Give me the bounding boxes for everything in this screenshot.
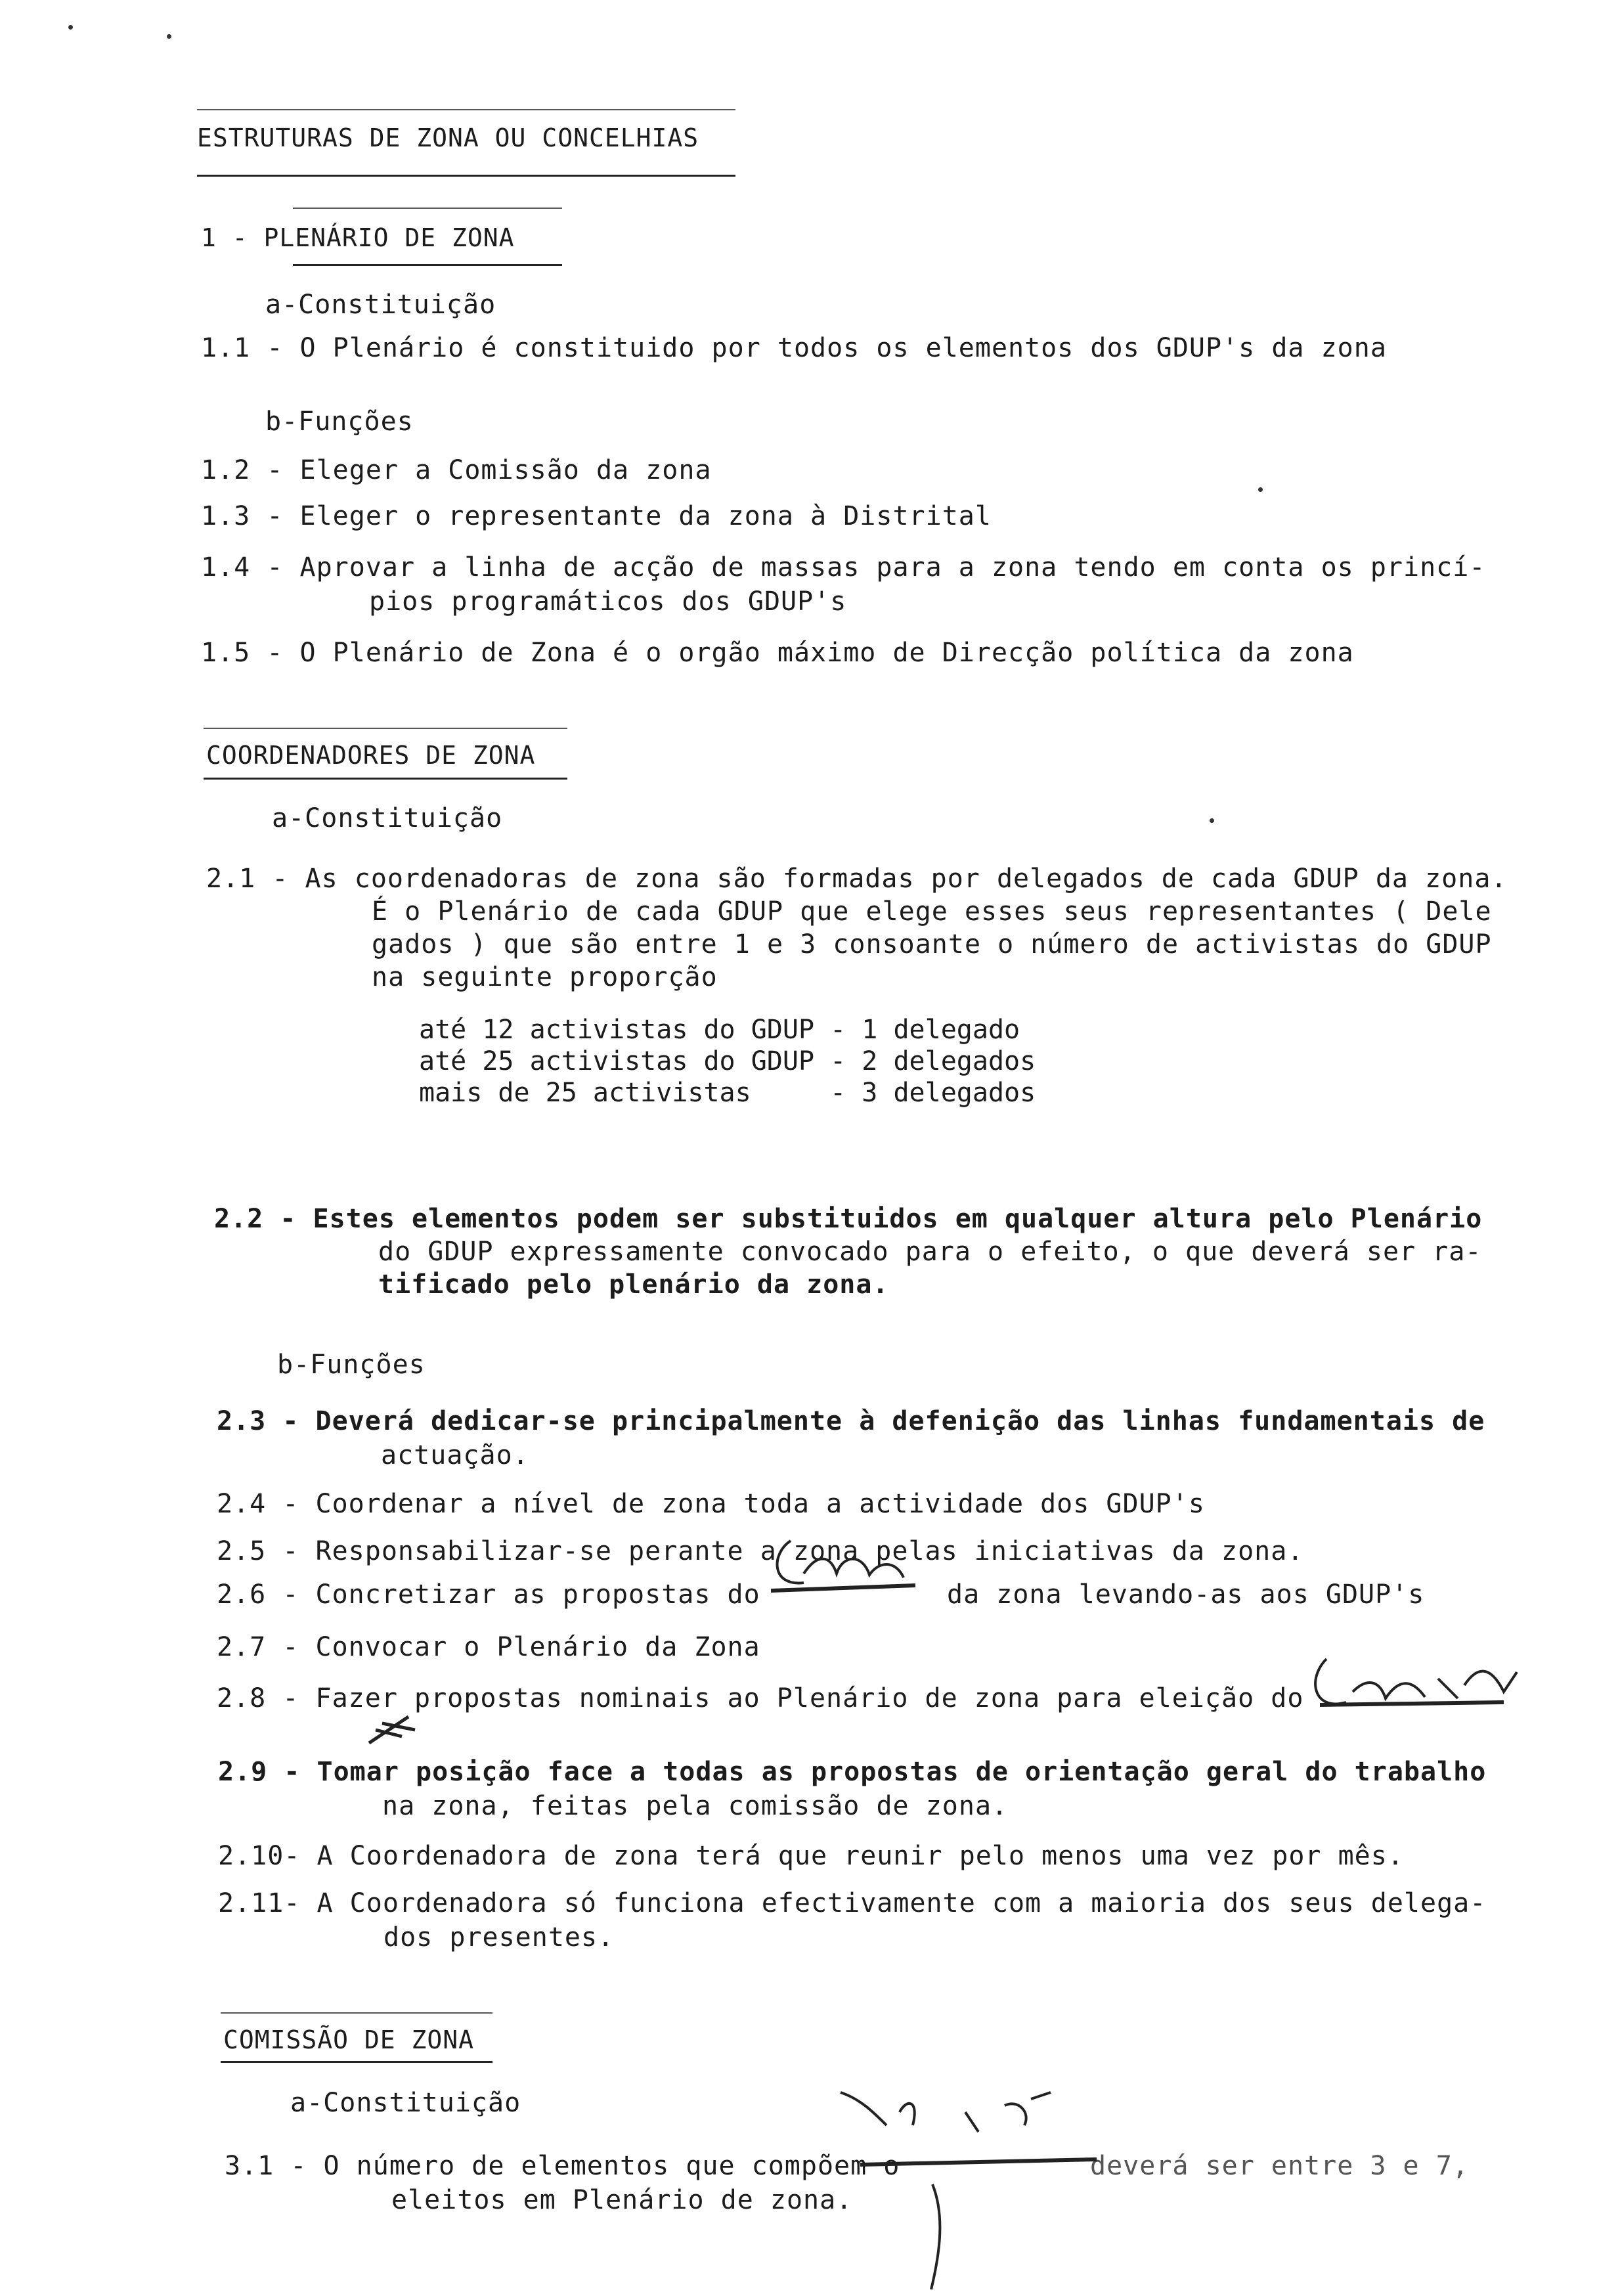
section1-heading: 1 - PLENÁRIO DE ZONA (201, 223, 515, 252)
section2-sub-a: a-Constituição (272, 803, 503, 833)
handwritten-correction-2-8 (1307, 1639, 1530, 1718)
proportion-row-3: mais de 25 activistas - 3 delegados (419, 1078, 1036, 1108)
item-2-9-line2: na zona, feitas pela comissão de zona. (382, 1791, 1009, 1821)
item-2-2-line2: do GDUP expressamente convocado para o efeito, o que deverá ser ra- (378, 1237, 1482, 1267)
item-2-7: 2.7 - Convocar o Plenário da Zona (217, 1632, 760, 1662)
item-1-1: 1.1 - O Plenário é constituido por todos os elementos dos GDUP's da zona (201, 333, 1387, 363)
item-2-5: 2.5 - Responsabilizar-se perante a zona pelas iniciativas da zona. (217, 1536, 1304, 1566)
title-underline (197, 175, 735, 177)
title-overline (197, 109, 735, 110)
proportion-row-1: até 12 activistas do GDUP - 1 delegado (419, 1015, 1020, 1045)
item-3-1-part1: 3.1 - O número de elementos que compõem o (225, 2151, 900, 2181)
item-1-3: 1.3 - Eleger o representante da zona à Distrital (201, 501, 992, 531)
item-2-1-line4: na seguinte proporção (372, 962, 718, 992)
section2-overline (204, 728, 567, 729)
item-2-6-part2: da zona levando-as aos GDUP's (947, 1579, 1425, 1610)
item-2-1-line2: É o Plenário de cada GDUP que elege esses seus representantes ( Dele (372, 896, 1492, 927)
speck (68, 25, 73, 30)
item-2-9-line1: 2.9 - Tomar posição face a todas as propostas de orientação geral do trabalho (218, 1757, 1487, 1787)
item-2-8: 2.8 - Fazer propostas nominais ao Plenário de zona para eleição do (217, 1683, 1304, 1713)
item-2-11-line1: 2.11- A Coordenadora só funciona efectivamente com a maioria dos seus delega- (218, 1888, 1487, 1918)
item-2-3-line1: 2.3 - Deverá dedicar-se principalmente à defenição das linhas fundamentais de (217, 1406, 1485, 1436)
proportion-row-2: até 25 activistas do GDUP - 2 delegados (419, 1046, 1036, 1076)
item-2-3-line2: actuação. (381, 1440, 529, 1470)
item-1-2: 1.2 - Eleger a Comissão da zona (201, 455, 712, 485)
item-1-4-line1: 1.4 - Aprovar a linha de acção de massas para a zona tendo em conta os princí- (201, 552, 1486, 583)
section2-underline (204, 778, 567, 780)
document-title: ESTRUTURAS DE ZONA OU CONCELHIAS (197, 123, 699, 152)
handwritten-correction-2-6 (764, 1528, 922, 1600)
section1-underline (293, 264, 562, 266)
item-1-4-line2: pios programáticos dos GDUP's (369, 586, 847, 617)
item-1-5: 1.5 - O Plenário de Zona é o orgão máximo de Direcção política da zona (201, 638, 1354, 668)
section1-sub-b: b-Funções (265, 407, 414, 437)
item-2-4: 2.4 - Coordenar a nível de zona toda a actividade dos GDUP's (217, 1489, 1205, 1519)
speck (1258, 487, 1263, 492)
item-2-6-part1: 2.6 - Concretizar as propostas do (217, 1579, 760, 1610)
handwritten-correction-3-1 (834, 2086, 1136, 2296)
item-3-1-part2: deverá ser entre 3 e 7, (1090, 2151, 1469, 2181)
section2-sub-b: b-Funções (277, 1350, 426, 1380)
item-2-2-line1: 2.2 - Estes elementos podem ser substituidos em qualquer altura pelo Plenário (214, 1204, 1483, 1234)
item-3-1-line2: eleitos em Plenário de zona. (391, 2185, 853, 2215)
section3-underline (221, 2061, 492, 2063)
handwritten-mark-2-8-end (362, 1710, 422, 1750)
item-2-2-line3: tificado pelo plenário da zona. (378, 1269, 889, 1300)
speck (167, 34, 171, 39)
section1-sub-a: a-Constituição (265, 290, 496, 320)
item-2-1-line3: gados ) que são entre 1 e 3 consoante o número de activistas do GDUP (372, 929, 1492, 960)
section1-overline (293, 208, 562, 209)
section3-overline (221, 2012, 492, 2014)
section3-sub-a: a-Constituição (290, 2088, 521, 2118)
item-2-1-line1: 2.1 - As coordenadoras de zona são formadas por delegados de cada GDUP da zona. (206, 864, 1508, 894)
section3-heading: COMISSÃO DE ZONA (223, 2025, 475, 2054)
item-2-10: 2.10- A Coordenadora de zona terá que reunir pelo menos uma vez por mês. (218, 1841, 1404, 1871)
section2-heading: COORDENADORES DE ZONA (206, 741, 536, 770)
speck (1210, 818, 1214, 823)
item-2-11-line2: dos presentes. (383, 1922, 615, 1953)
